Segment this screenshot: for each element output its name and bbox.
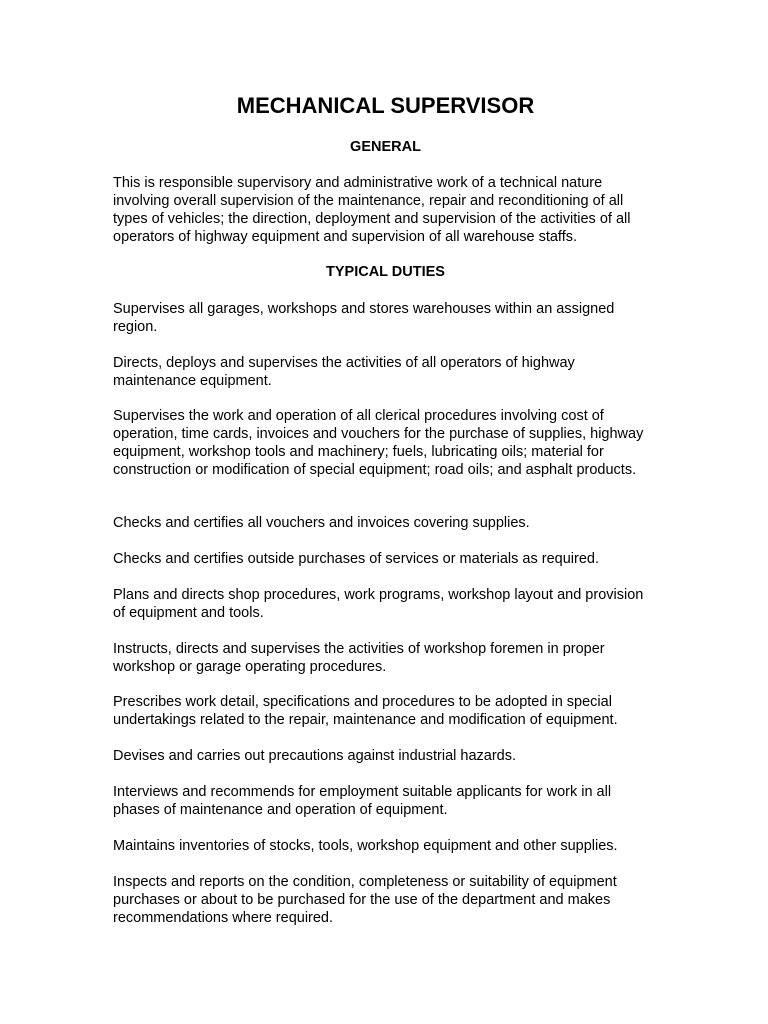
- duty-paragraph: Maintains inventories of stocks, tools, workshop equipment and other supplies.: [113, 838, 618, 854]
- duty-paragraph: Directs, deploys and supervises the activities of all operators of highway maintenance equipment.: [113, 355, 575, 389]
- duty-paragraph: Devises and carries out precautions against industrial hazards.: [113, 748, 516, 764]
- duty-paragraph: Inspects and reports on the condition, completeness or suitability of equipment purchases or about to be purchased for the use of the department and makes recommendations where required.: [113, 874, 617, 926]
- duty-paragraph: Checks and certifies outside purchases of services or materials as required.: [113, 551, 599, 567]
- duty-paragraph: Checks and certifies all vouchers and invoices covering supplies.: [113, 515, 530, 531]
- duty-paragraph: Supervises the work and operation of all clerical procedures involving cost of operation, time cards, invoices and vouchers for the purchase of supplies, highway equipment, workshop tools and machinery; fuels, lubricating oils; material for construction or modification of special equipment; road oils; and asphalt products.: [113, 408, 644, 478]
- section-heading-general: GENERAL: [350, 139, 421, 155]
- section-heading-typical-duties: TYPICAL DUTIES: [326, 264, 445, 280]
- duty-paragraph: Plans and directs shop procedures, work programs, workshop layout and provision of equipment and tools.: [113, 587, 644, 621]
- general-paragraph: This is responsible supervisory and administrative work of a technical nature involving overall supervision of the maintenance, repair and reconditioning of all types of vehicles; the direction, deployment and supervision of the activities of all operators of highway equipment and supervision of all warehouse staffs.: [113, 175, 631, 245]
- duty-paragraph: Interviews and recommends for employment suitable applicants for work in all phases of maintenance and operation of equipment.: [113, 784, 612, 818]
- document-title: MECHANICAL SUPERVISOR: [236, 93, 535, 118]
- duty-paragraph: Prescribes work detail, specifications and procedures to be adopted in special undertakings related to the repair, maintenance and modification of equipment.: [113, 694, 618, 728]
- duty-paragraph: Supervises all garages, workshops and stores warehouses within an assigned region.: [113, 301, 615, 335]
- duty-paragraph: Instructs, directs and supervises the activities of workshop foremen in proper workshop or garage operating procedures.: [113, 641, 605, 675]
